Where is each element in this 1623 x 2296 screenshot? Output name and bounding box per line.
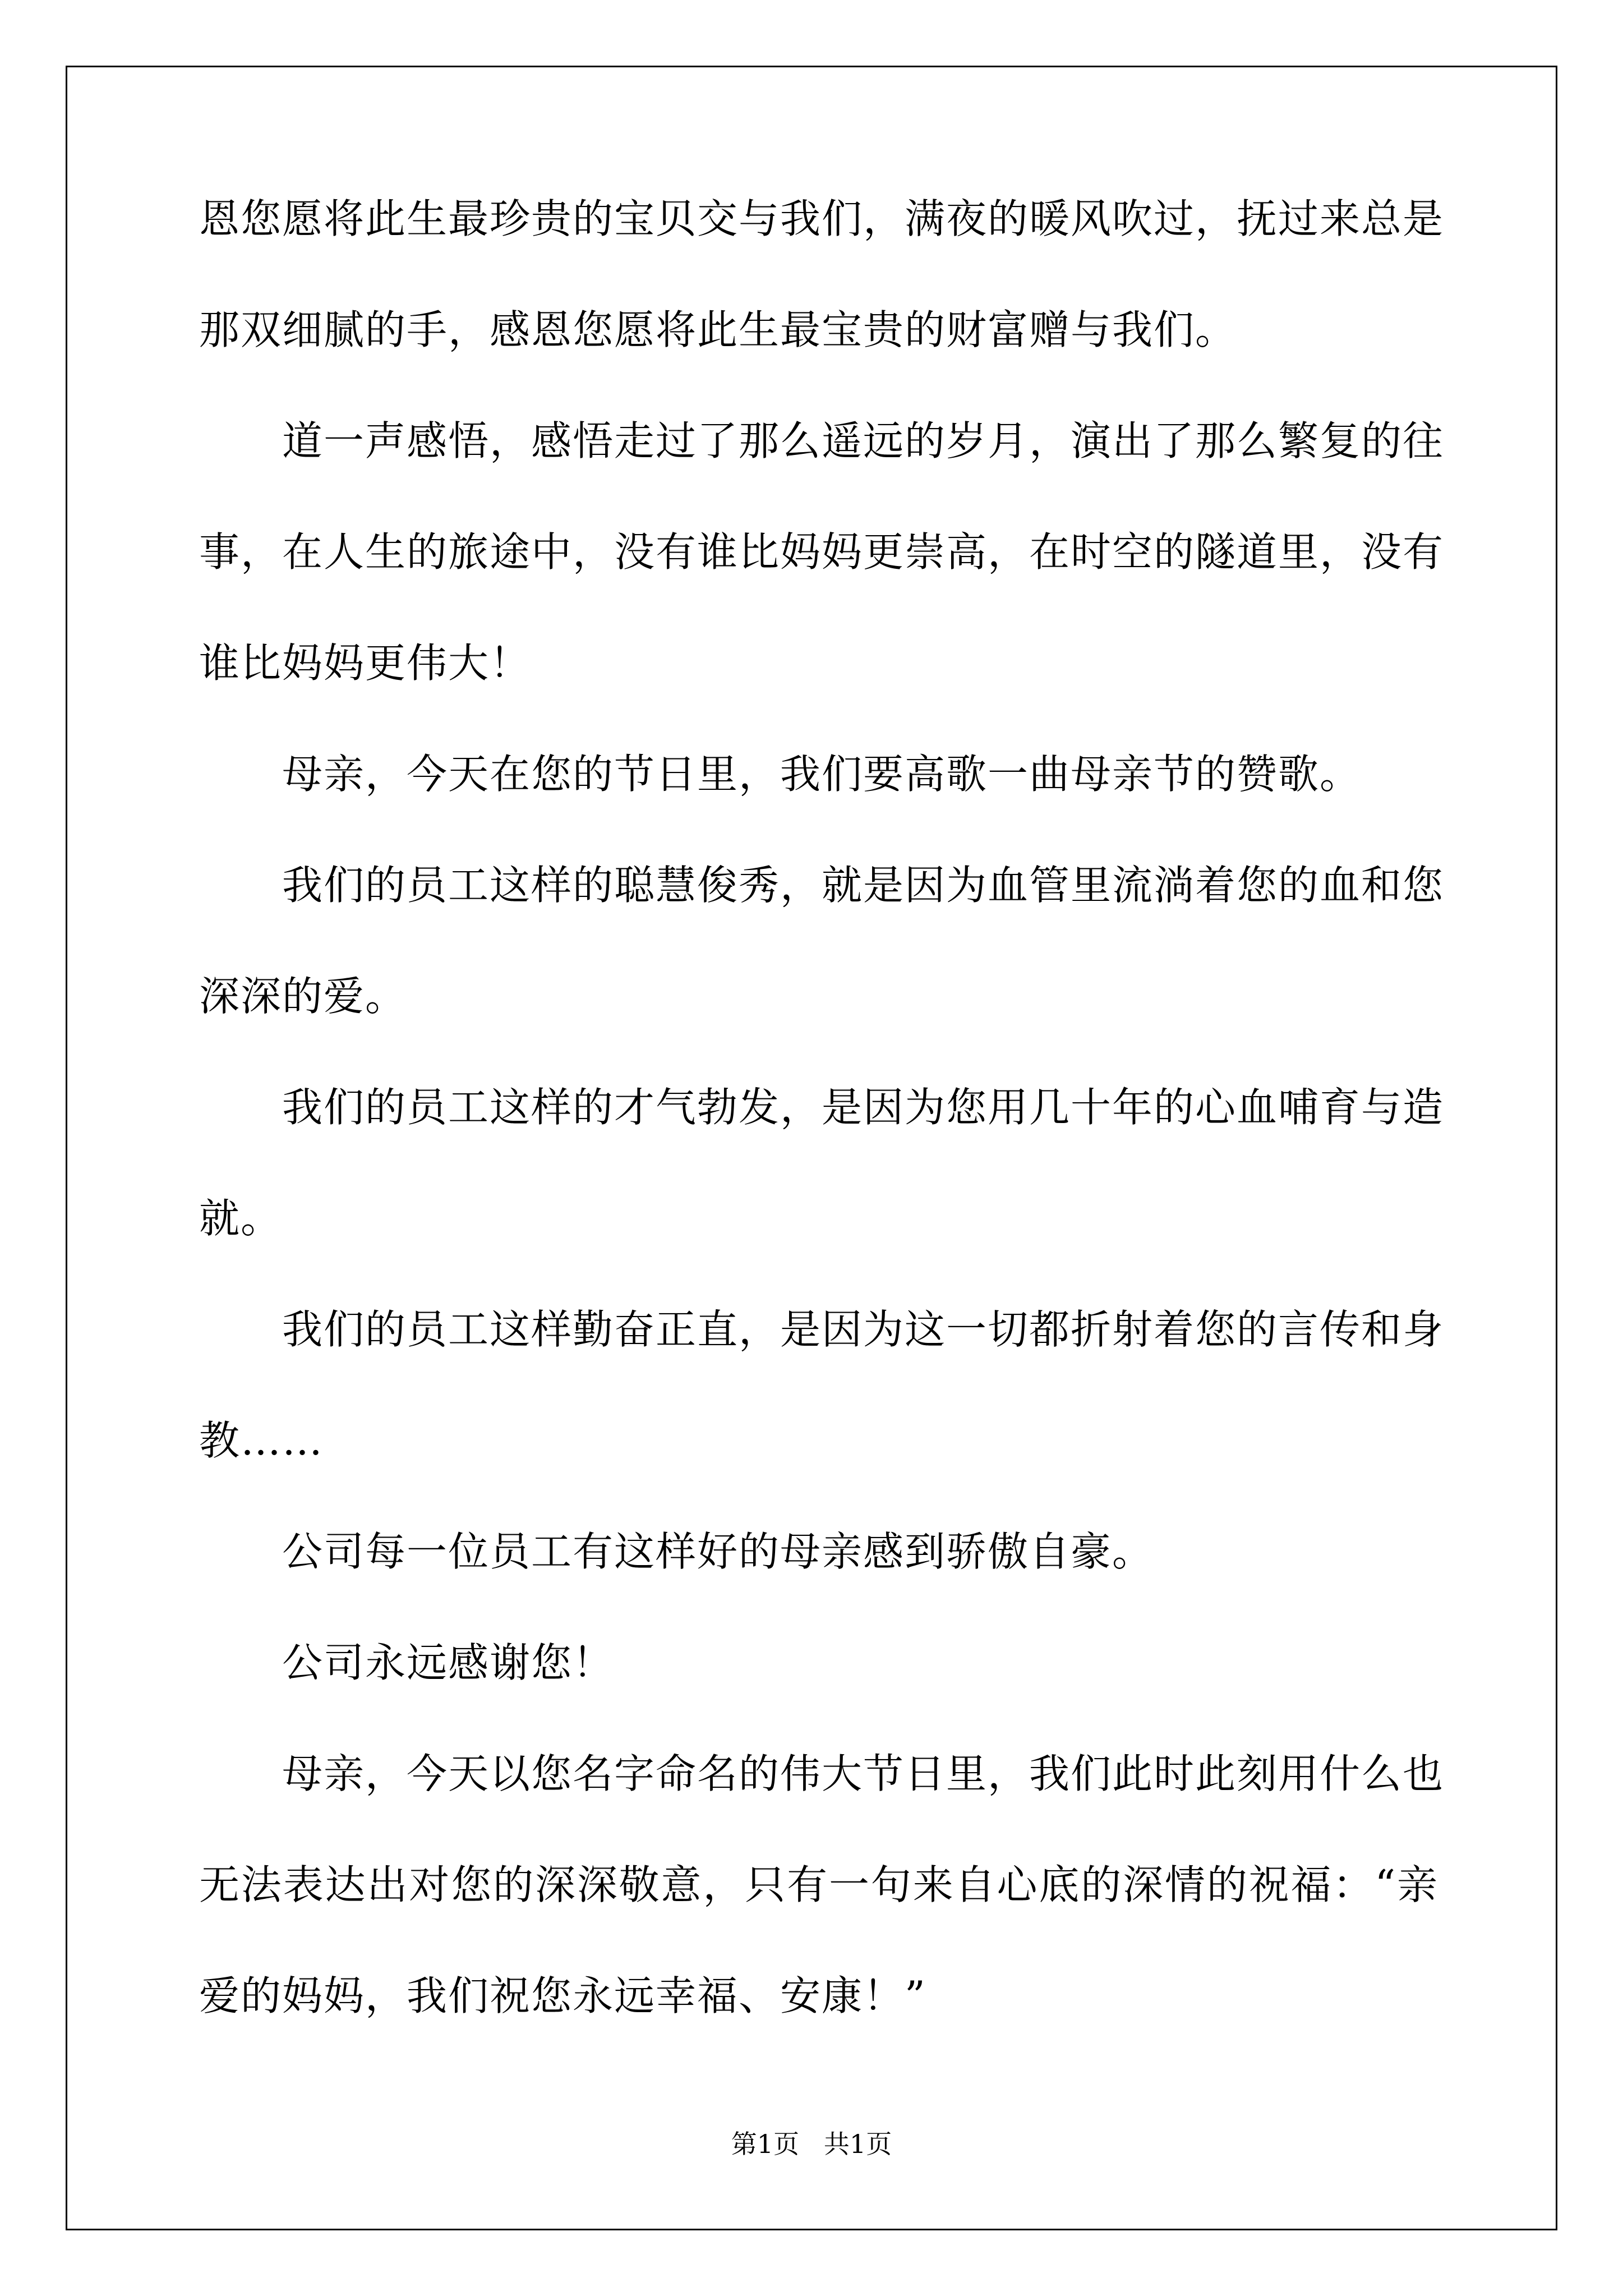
text-line: 我们的员工这样勤奋正直，是因为这一切都折射着您的言传和身 bbox=[282, 1306, 1445, 1353]
text-line: 教…… bbox=[199, 1417, 324, 1464]
text-line: 事，在人生的旅途中，没有谁比妈妈更崇高，在时空的隧道里，没有 bbox=[199, 528, 1445, 576]
text-line: 深深的爱。 bbox=[199, 973, 407, 1020]
text-line: 公司永远感谢您！ bbox=[282, 1639, 615, 1686]
text-line: 那双细腻的手，感恩您愿将此生最宝贵的财富赠与我们。 bbox=[199, 306, 1237, 353]
text-line: 谁比妈妈更伟大！ bbox=[199, 639, 532, 687]
text-line: 公司每一位员工有这样好的母亲感到骄傲自豪。 bbox=[282, 1528, 1154, 1575]
text-line: 母亲，今天在您的节日里，我们要高歌一曲母亲节的赞歌。 bbox=[282, 751, 1362, 798]
text-line: 无法表达出对您的深深敬意，只有一句来自心底的深情的祝福：“亲 bbox=[199, 1861, 1438, 1908]
text-line: 母亲，今天以您名字命名的伟大节日里，我们此时此刻用什么也 bbox=[282, 1750, 1445, 1797]
text-line: 道一声感悟，感悟走过了那么遥远的岁月，演出了那么繁复的往 bbox=[282, 417, 1445, 464]
text-line: 我们的员工这样的聪慧俊秀，就是因为血管里流淌着您的血和您 bbox=[282, 862, 1445, 909]
text-line: 就。 bbox=[199, 1195, 283, 1242]
text-line: 爱的妈妈，我们祝您永远幸福、安康！” bbox=[199, 1972, 926, 2019]
text-line: 恩您愿将此生最珍贵的宝贝交与我们，满夜的暖风吹过，抚过来总是 bbox=[199, 195, 1445, 242]
page-number-footer: 第1页 共1页 bbox=[731, 2129, 892, 2159]
text-line: 我们的员工这样的才气勃发，是因为您用几十年的心血哺育与造 bbox=[282, 1084, 1445, 1131]
